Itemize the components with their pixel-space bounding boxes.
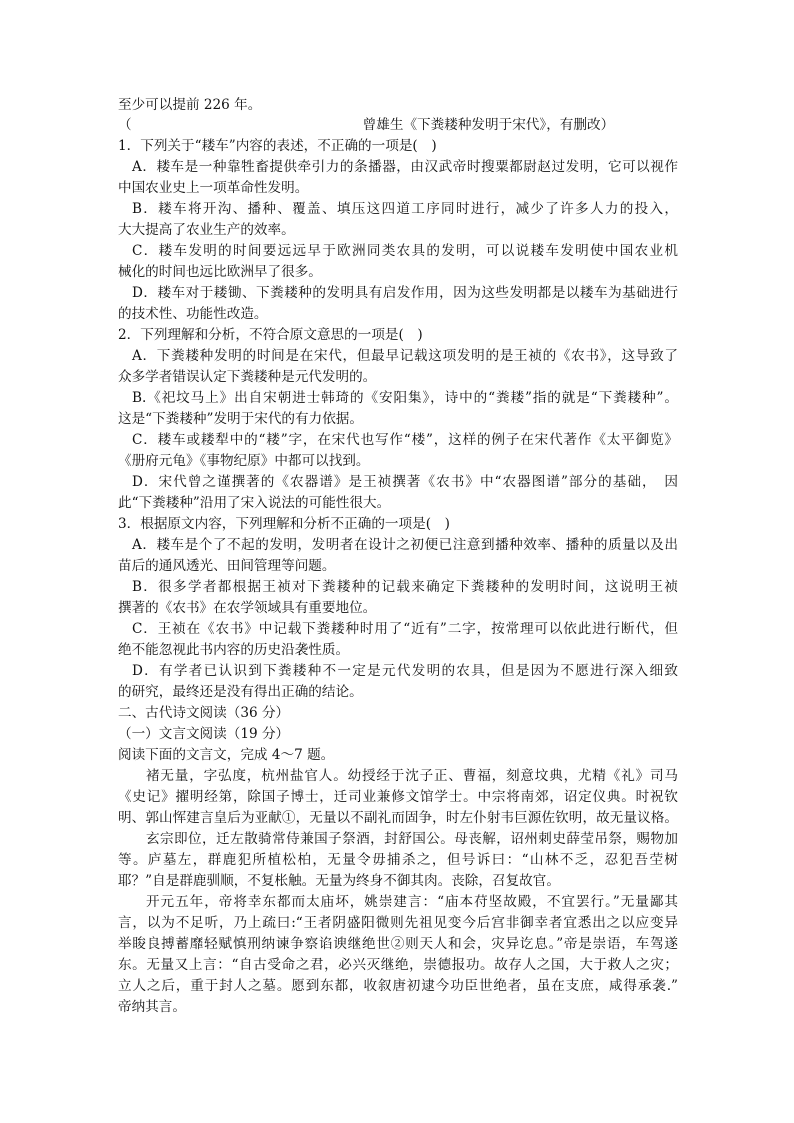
text-line: 绝不能忽视此书内容的历史沿袭性质。 xyxy=(118,642,350,658)
question-3-option-d: D．有学者已认识到下粪耧种不一定是元代发明的农具，但是因为不愿进行深入细致 xyxy=(132,663,678,679)
text-line: 的研究，最终还是没有得出正确的结论。 xyxy=(118,684,363,700)
question-2-option-d: D．宋代曾之谨撰著的《农器谱》是王祯撰著《农书》中“农器图谱”部分的基础， 因 xyxy=(132,474,678,490)
section-heading: 二、古代诗文阅读（36 分） xyxy=(118,705,290,721)
text-line: 众多学者错误认定下粪耧种是元代发明的。 xyxy=(118,369,377,385)
passage-line: 《史记》擢明经第，除国子博士，迁司业兼修文馆学士。中宗将南郊，诏定仪典。时祝钦 xyxy=(118,789,678,805)
question-1-option-a: A．耧车是一种靠牲畜提供牵引力的条播器，由汉武帝时搜粟都尉赵过发明，它可以视作 xyxy=(132,159,678,175)
question-1-stem: 1．下列关于“耧车”内容的表述，不正确的一项是( ) xyxy=(118,138,437,154)
question-3-option-b: B．很多学者都根据王祯对下粪耧种的记载来确定下粪耧种的发明时间，这说明王祯 xyxy=(132,579,678,595)
question-2-option-c: C．耧车或耧犁中的“耧”字，在宋代也写作“楼”，这样的例子在宋代著作《太平御览》 xyxy=(132,432,678,448)
passage-line: 等。庐墓左，群鹿犯所植松柏，无量令毋捕杀之，但号诉曰：“山林不乏，忍犯吾茔树 xyxy=(118,852,678,868)
text-line: 械化的时间也远比欧洲早了很多。 xyxy=(118,264,322,280)
passage-line: 玄宗即位，迁左散骑常侍兼国子祭酒，封舒国公。母丧解，诏州刺史薛莹吊祭，赐物加 xyxy=(146,831,678,847)
text-line: 苗后的通风透光、田间管理等问题。 xyxy=(118,558,336,574)
passage-line: 明、郭山恽建言皇后为亚献①，无量以不副礼而固争，时左仆射韦巨源佐钦明，故无量议格。 xyxy=(118,810,678,826)
question-3-stem: 3．根据原文内容，下列理解和分析不正确的一项是( ) xyxy=(118,516,450,532)
question-1-option-b: B．耧车将开沟、播种、覆盖、填压这四道工序同时进行，减少了许多人力的投入， xyxy=(132,201,678,217)
text-line: 的技术性、功能性改造。 xyxy=(118,306,268,322)
text-line: 《册府元龟》《事物纪原》中都可以找到。 xyxy=(118,453,370,469)
question-2-option-a: A．下粪耧种发明的时间是在宋代，但最早记载这项发明的是王祯的《农书》，这导致了 xyxy=(132,348,678,364)
question-2-option-b: B.《祀坟马上》出自宋朝进士韩琦的《安阳集》，诗中的“粪耧”指的就是“下粪耧种”。 xyxy=(132,390,678,406)
passage-line: 帝纳其言。 xyxy=(118,999,186,1015)
text-line: 大大提高了农业生产的效率。 xyxy=(118,222,295,238)
text-line: 至少可以提前 226 年。 xyxy=(118,97,262,113)
text-line: 撰著的《农书》在农学领域具有重要地位。 xyxy=(118,600,377,616)
question-1-option-c: C．耧车发明的时间要远远早于欧洲同类农具的发明，可以说耧车发明使中国农业机 xyxy=(132,243,678,259)
question-2-stem: 2．下列理解和分析，不符合原文意思的一项是( ) xyxy=(118,327,423,343)
passage-line: 东。无量又上言：“自古受命之君，必兴灭继绝，崇德报功。故存人之国，大于救人之灾； xyxy=(118,957,678,973)
passage-line: 举睃良搏蓄靡轻赋慎刑纳谏争察谄谀继绝世②则天人和会，灾异讫息。”帝是崇语，车驾遂 xyxy=(118,936,678,952)
question-1-option-d: D．耧车对于耧锄、下粪耧种的发明具有启发作用，因为这些发明都是以耧车为基础进行 xyxy=(132,285,678,301)
passage-line: 立人之后，重于封人之墓。愿到东都，收叙唐初逮今功臣世绝者，虽在支庶，咸得承袭.” xyxy=(118,978,678,994)
text-line: 中国农业史上一项革命性发明。 xyxy=(118,180,309,196)
text-line: 此“下粪耧种”沿用了宋入说法的可能性很大。 xyxy=(118,495,391,511)
reading-instruction: 阅读下面的文言文，完成 4～7 题。 xyxy=(118,747,335,763)
passage-line: 耶？”自是群鹿驯顺，不复枨触。无量为终身不御其肉。丧除，召复故官。 xyxy=(118,873,560,889)
passage-line: 言，以为不足听，乃上疏曰:“王者阴盛阳微则先祖见变今后宫非御幸者宜悉出之以应变异 xyxy=(118,915,678,931)
subsection-heading: （一）文言文阅读（19 分） xyxy=(118,726,290,742)
source-citation: （ 曾雄生《下粪耧种发明于宋代》，有删改） xyxy=(118,117,615,133)
question-3-option-a: A．耧车是个了不起的发明，发明者在设计之初便已注意到播种效率、播种的质量以及出 xyxy=(132,537,678,553)
passage-line: 褚无量，字弘度，杭州盐官人。幼授经于沈子正、曹福，刻意坟典，尤精《礼》司马 xyxy=(146,768,678,784)
passage-line: 开元五年，帝将幸东都而太庙坏，姚崇建言：“庙本苻坚故殿，不宜罢行。”无量鄙其 xyxy=(146,894,678,910)
question-3-option-c: C．王祯在《农书》中记载下粪耧种时用了“近有”二字，按常理可以依此进行断代，但 xyxy=(132,621,678,637)
text-line: 这是“下粪耧种”发明于宋代的有力依据。 xyxy=(118,411,363,427)
